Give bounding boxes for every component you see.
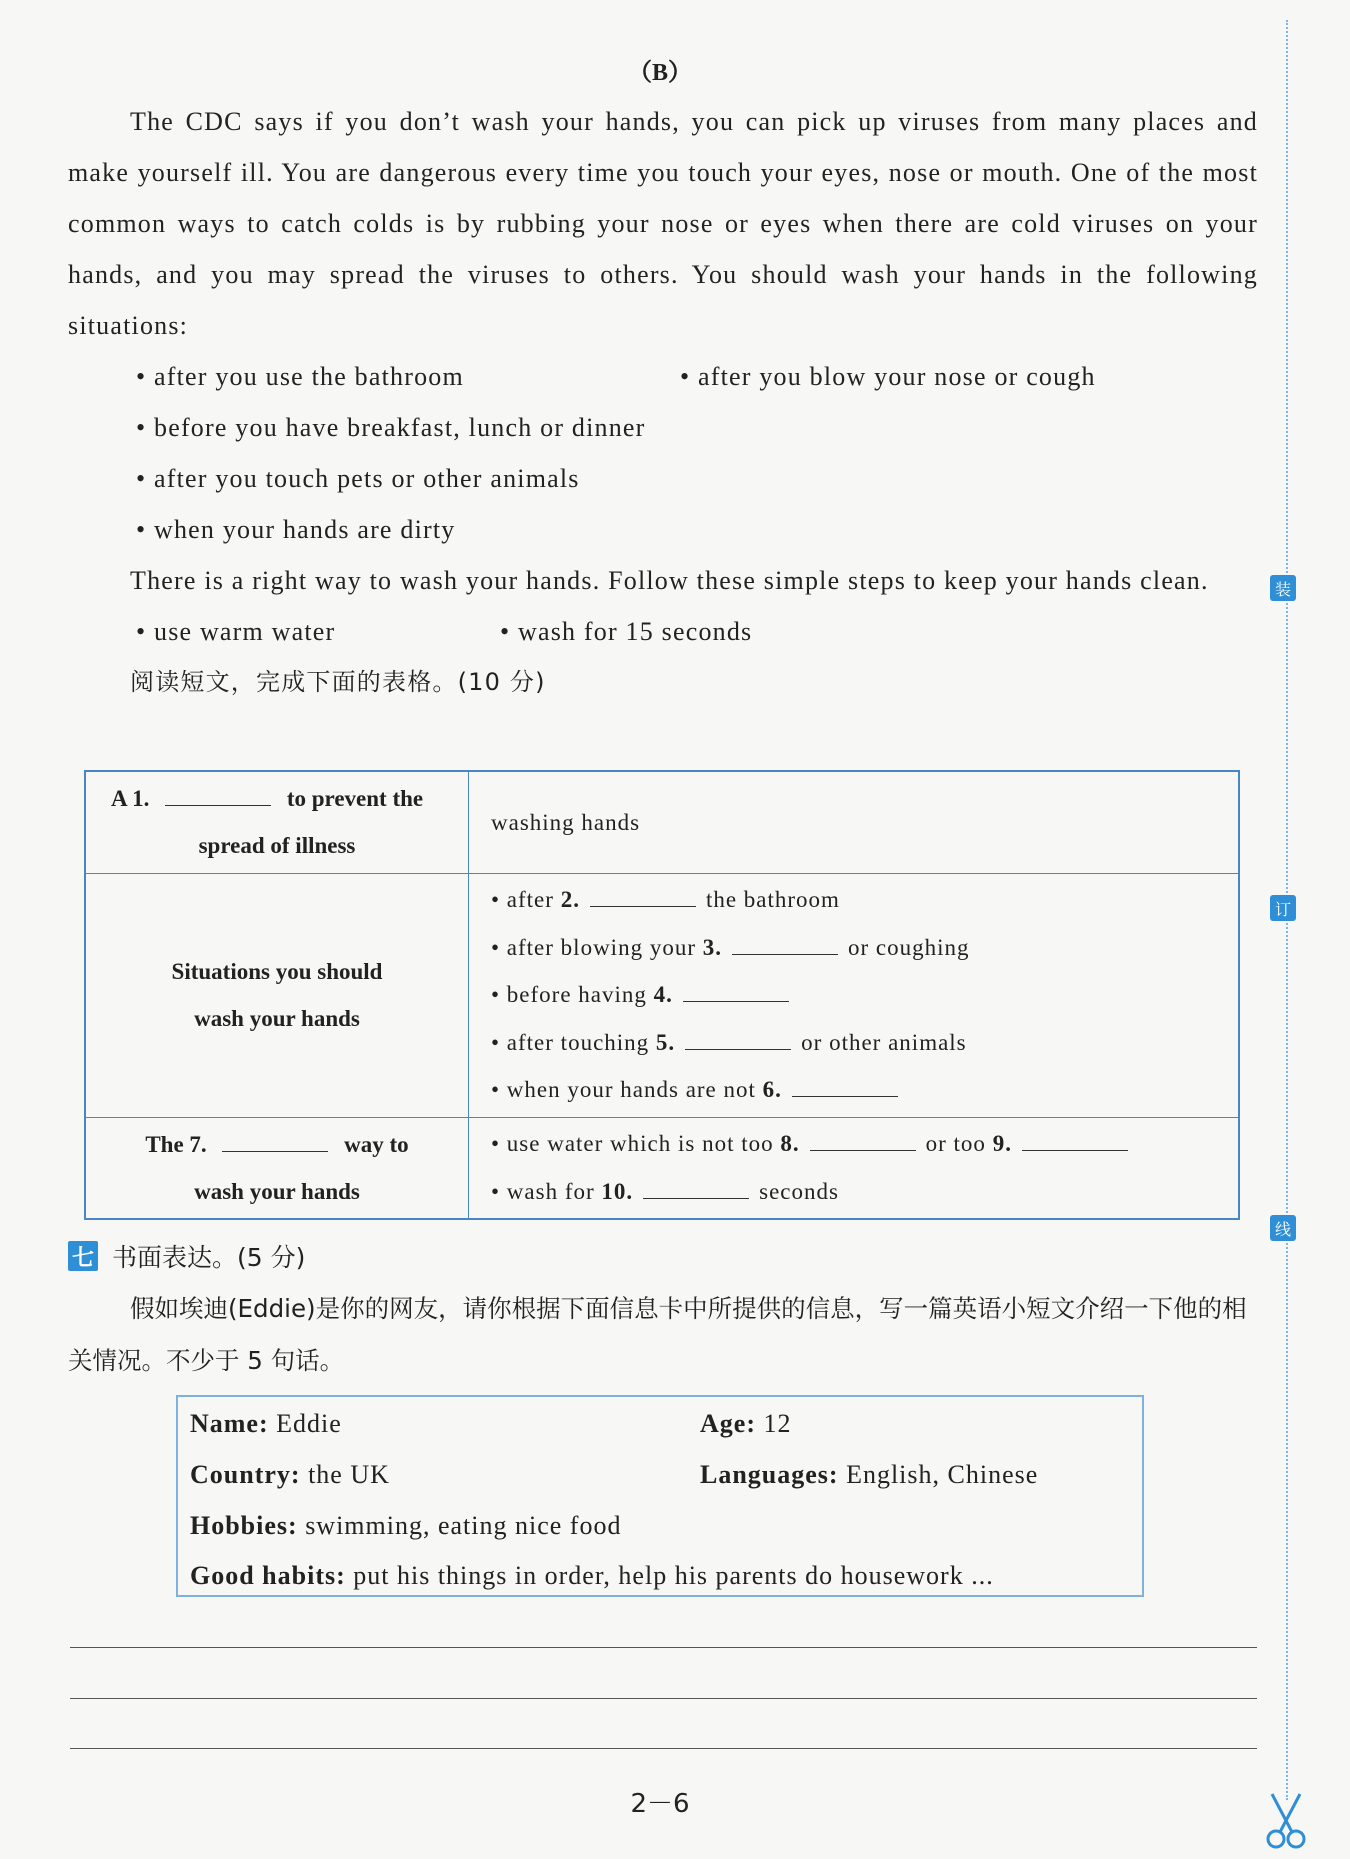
bullet-item: • after you use the bathroom: [136, 362, 464, 391]
cell-text: wash your hands: [194, 1178, 360, 1204]
bullet-item: • wash for 15 seconds: [500, 617, 753, 646]
answer-blank-1[interactable]: [165, 787, 271, 806]
card-row-age: Age: 12: [700, 1409, 792, 1438]
list-item: • after touching 5. or other animals: [491, 1029, 967, 1055]
table-row: [85, 873, 1239, 1117]
question-number: The 7.: [145, 1131, 207, 1157]
answer-blank-9[interactable]: [1022, 1132, 1128, 1151]
binding-tab: 装: [1270, 575, 1296, 601]
table-cell: [469, 873, 1240, 1117]
section-label: （B）: [627, 60, 692, 86]
table-cell-way: [85, 1117, 469, 1219]
bullet-row: [68, 351, 1258, 402]
answer-blank-7[interactable]: [222, 1133, 328, 1152]
card-row-hobbies: Hobbies: swimming, eating nice food: [190, 1511, 622, 1540]
reading-passage: [68, 96, 1258, 708]
writing-title: 书面表达。(5 分): [112, 1243, 306, 1272]
table-row: [85, 771, 1239, 873]
table-cell-topic: [85, 771, 469, 873]
passage-paragraph-2: There is a right way to wash your hands. Follow these simple steps to keep your hands clean.: [130, 566, 1209, 595]
list-item: • after 2. the bathroom: [491, 887, 840, 913]
writing-answer-line[interactable]: [70, 1698, 1257, 1699]
answer-blank-8[interactable]: [810, 1132, 916, 1151]
cell-text: to prevent the: [286, 786, 424, 812]
table-row: [85, 1117, 1239, 1219]
section-number-badge: 七: [68, 1241, 98, 1271]
card-row-languages: Languages: English, Chinese: [700, 1460, 1039, 1489]
scissors-icon: [1262, 1790, 1310, 1854]
card-row-country: Country: the UK: [190, 1460, 390, 1489]
writing-instruction: [68, 1283, 1258, 1387]
list-item: • when your hands are not 6.: [491, 1066, 1237, 1114]
cell-text: spread of illness: [198, 833, 356, 859]
cell-text: Situations you should: [171, 959, 383, 984]
writing-answer-line[interactable]: [70, 1647, 1257, 1648]
bullet-item: • after you touch pets or other animals: [136, 464, 580, 493]
bullet-item: • when your hands are dirty: [136, 515, 456, 544]
passage-paragraph-1: The CDC says if you don’t wash your hands, you can pick up viruses from many places and make yourself ill. You are dangerous every time you touch your eyes, nose or mouth. One of the most common ways to catch colds is by rubbing your nose or eyes when there are cold viruses on your hands, and you may spread the viruses to others. You should wash your hands in the following situations:: [68, 107, 1258, 340]
table-cell-situations: [85, 873, 469, 1117]
list-item: • before having 4.: [491, 971, 1237, 1019]
binding-tab: 订: [1270, 895, 1296, 921]
instruction-text: 假如埃迪(Eddie)是你的网友，请你根据下面信息卡中所提供的信息，写一篇英语小短文介绍一下他的相关情况。不少于 5 句话。: [68, 1294, 1247, 1375]
answer-blank-10[interactable]: [643, 1180, 749, 1199]
bullet-item: • before you have breakfast, lunch or dinner: [136, 413, 646, 442]
list-item: • use water which is not too 8. or too 9.: [491, 1120, 1237, 1168]
writing-answer-line[interactable]: [70, 1748, 1257, 1749]
page-number: 2－6: [630, 1789, 690, 1819]
bullet-item: • use warm water: [136, 617, 336, 646]
cell-text: wash your hands: [194, 1006, 360, 1031]
binding-tab: 线: [1270, 1215, 1296, 1241]
answer-blank-5[interactable]: [685, 1031, 791, 1050]
card-row-habits: Good habits: put his things in order, help his parents do housework ...: [190, 1561, 994, 1590]
bullet-row: [68, 453, 1258, 504]
bullet-row: [68, 606, 1258, 657]
table-cell: washing hands: [469, 771, 1240, 873]
bullet-row: [68, 402, 1258, 453]
task-instruction: 阅读短文，完成下面的表格。(10 分): [130, 668, 546, 696]
answer-blank-4[interactable]: [683, 983, 789, 1002]
answer-blank-6[interactable]: [792, 1078, 898, 1097]
bullet-row: [68, 504, 1258, 555]
question-number: A 1.: [111, 786, 150, 812]
writing-section-heading: [68, 1238, 305, 1274]
list-item: • after blowing your 3. or coughing: [491, 934, 970, 960]
answer-blank-2[interactable]: [590, 888, 696, 907]
table-cell: [469, 1117, 1240, 1219]
card-row-name: Name: Eddie: [190, 1409, 342, 1438]
list-item: • wash for 10. seconds: [491, 1178, 839, 1204]
answer-table: [84, 770, 1240, 1220]
bullet-item: • after you blow your nose or cough: [680, 362, 1096, 391]
info-card: [176, 1395, 1144, 1597]
cell-text: way to: [344, 1131, 409, 1157]
answer-blank-3[interactable]: [732, 936, 838, 955]
